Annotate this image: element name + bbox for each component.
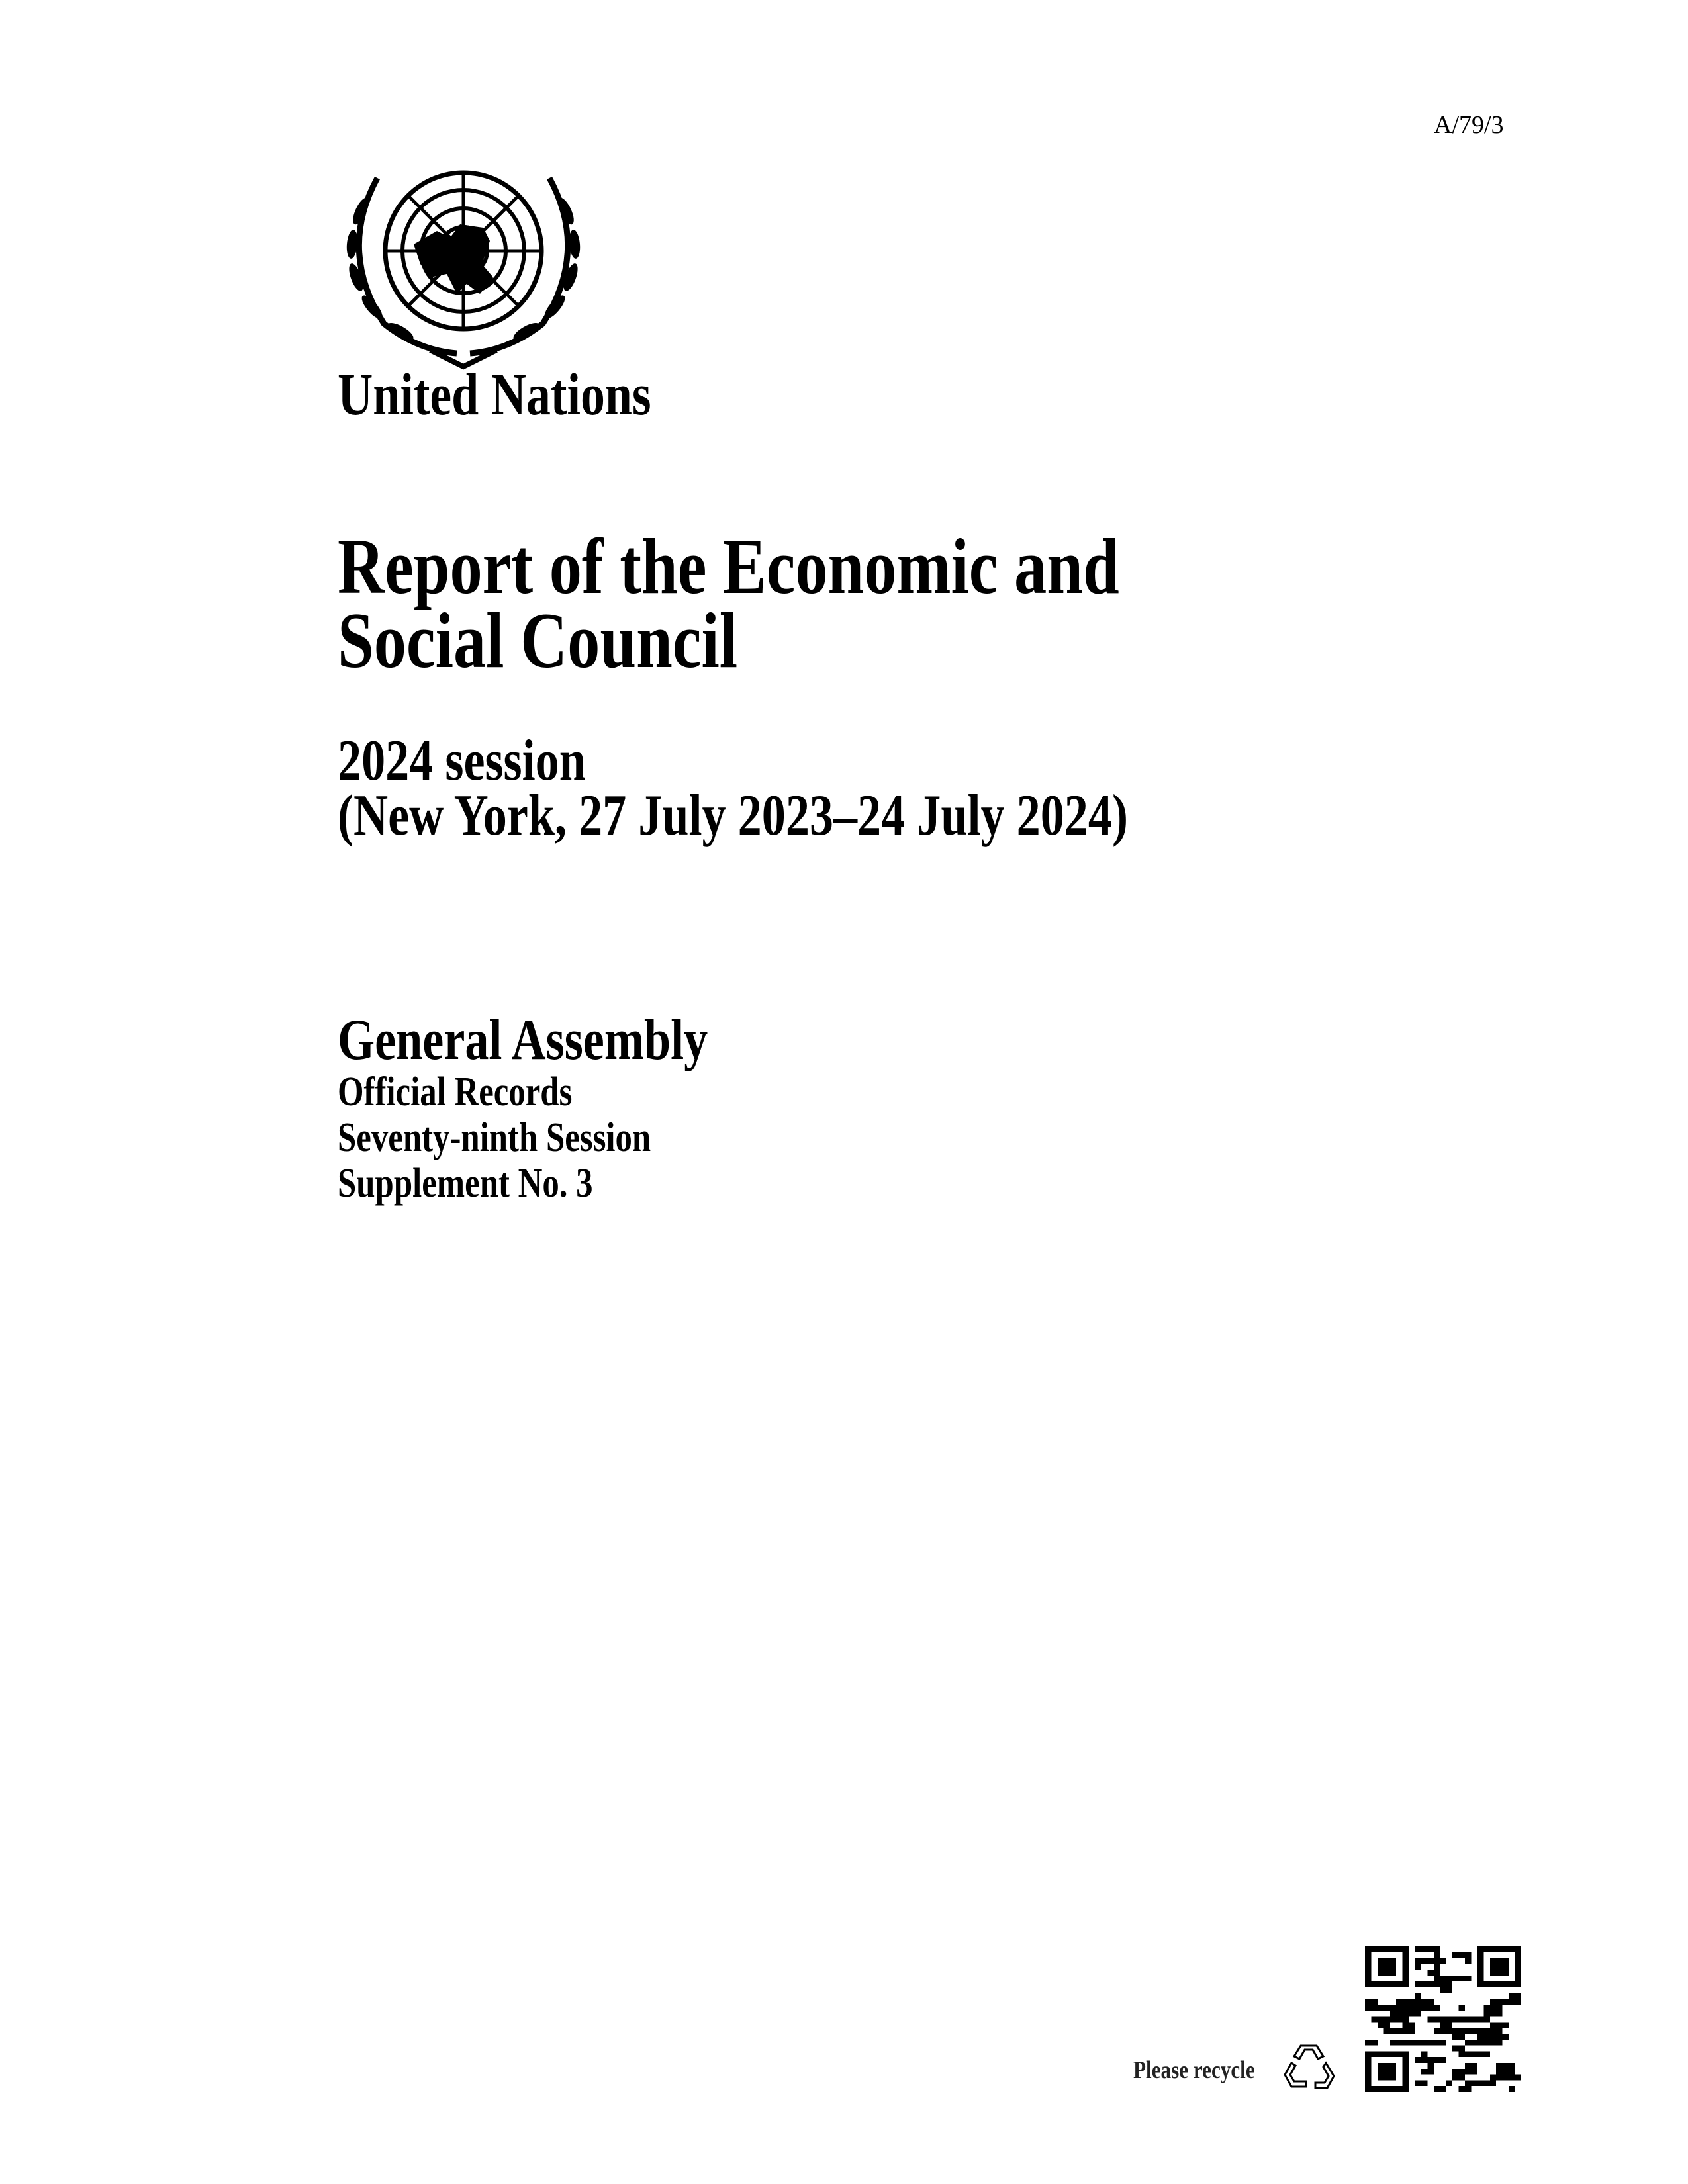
session-number: Seventy-ninth Session xyxy=(338,1115,651,1160)
supplement-number: Supplement No. 3 xyxy=(338,1161,593,1206)
session-dates: (New York, 27 July 2023–24 July 2024) xyxy=(338,784,1128,848)
body-name: General Assembly xyxy=(338,1008,708,1072)
records-info xyxy=(338,1069,651,1206)
title-line: Social Council xyxy=(338,596,738,684)
please-recycle-label: Please recycle xyxy=(1133,2056,1255,2084)
title-line: Report of the Economic and xyxy=(338,522,1119,610)
report-title xyxy=(338,522,1119,684)
recycle-icon xyxy=(1282,2043,1335,2091)
organization-name: United Nations xyxy=(338,362,651,428)
session-info xyxy=(338,729,1128,848)
official-records: Official Records xyxy=(338,1069,573,1115)
qr-code-icon xyxy=(1365,1946,1521,2092)
document-symbol: A/79/3 xyxy=(1434,111,1504,139)
session-name: 2024 session xyxy=(338,729,586,793)
un-emblem-icon xyxy=(331,152,596,370)
